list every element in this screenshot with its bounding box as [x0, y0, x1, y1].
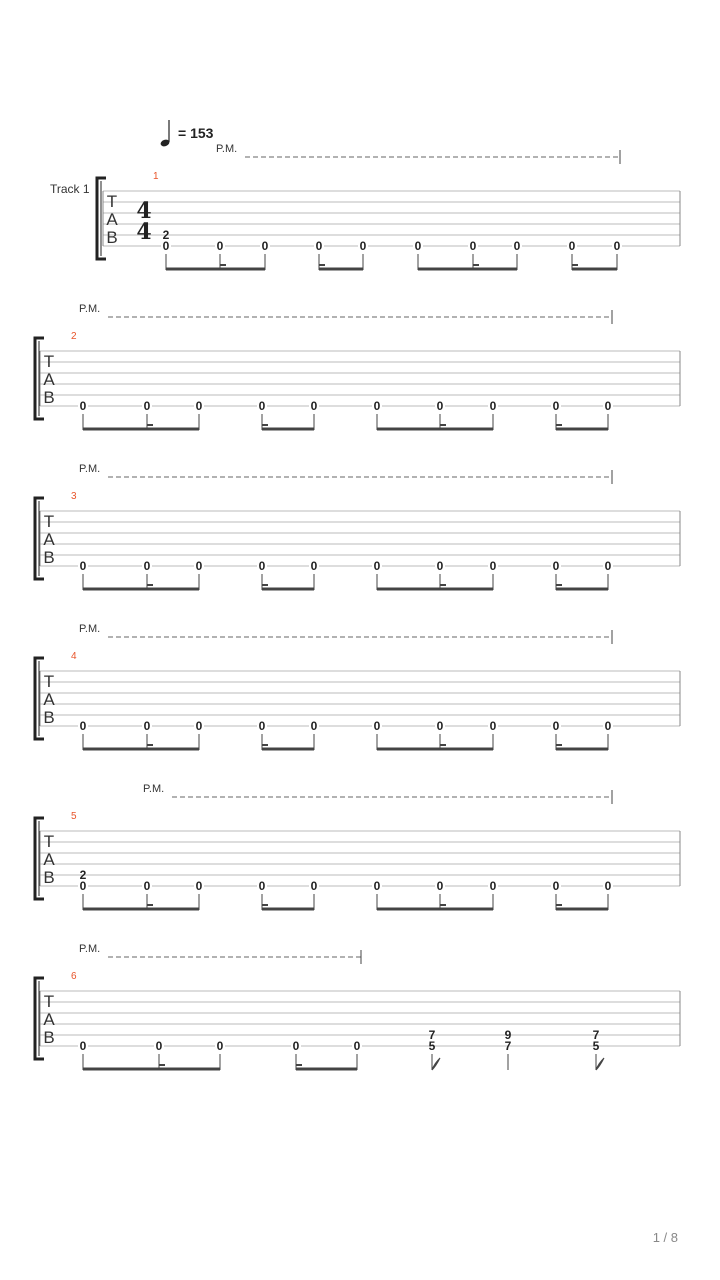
fret-number: 0: [552, 559, 560, 573]
tab-clef-a: A: [43, 370, 55, 389]
tab-clef-a: A: [43, 850, 55, 869]
tab-clef-b: B: [43, 548, 55, 567]
palm-mute-label: P.M.: [79, 303, 101, 315]
measure-number: 6: [71, 971, 77, 982]
tab-clef-t: T: [43, 512, 55, 531]
fret-number: 0: [436, 719, 444, 733]
fret-number: 0: [353, 1039, 361, 1053]
fret-number: 0: [489, 559, 497, 573]
fret-number: 0: [552, 719, 560, 733]
tab-clef-t: T: [43, 832, 55, 851]
measure-number: 3: [71, 491, 77, 502]
tab-clef-t: T: [43, 352, 55, 371]
measure-number: 4: [71, 651, 77, 662]
fret-number: 9: [504, 1028, 512, 1042]
palm-mute-label: P.M.: [79, 623, 101, 635]
fret-number: 0: [143, 719, 151, 733]
fret-number: 0: [359, 239, 367, 253]
tab-clef-a: A: [43, 530, 55, 549]
fret-number: 0: [258, 719, 266, 733]
fret-number: 0: [613, 239, 621, 253]
palm-mute-label: P.M.: [79, 463, 101, 475]
palm-mute-label: P.M.: [79, 943, 101, 955]
fret-number: 0: [216, 1039, 224, 1053]
fret-number: 0: [310, 719, 318, 733]
fret-number: 0: [261, 239, 269, 253]
fret-number: 7: [504, 1039, 512, 1053]
fret-number: 0: [373, 399, 381, 413]
fret-number: 7: [592, 1028, 600, 1042]
fret-number: 0: [373, 879, 381, 893]
fret-number: 0: [552, 399, 560, 413]
measure-number: 5: [71, 811, 77, 822]
fret-number: 0: [604, 399, 612, 413]
fret-number: 0: [436, 879, 444, 893]
fret-number: 0: [552, 879, 560, 893]
fret-number: 0: [79, 879, 87, 893]
fret-number: 0: [436, 399, 444, 413]
tempo-value: = 153: [178, 125, 214, 141]
measure-number: 1: [153, 171, 159, 182]
fret-number: 0: [79, 719, 87, 733]
tab-clef-a: A: [106, 210, 118, 229]
fret-number: 0: [513, 239, 521, 253]
fret-number: 0: [414, 239, 422, 253]
fret-number: 0: [489, 879, 497, 893]
fret-number: 0: [373, 719, 381, 733]
time-signature-top: 4: [136, 198, 152, 224]
fret-number: 5: [592, 1039, 600, 1053]
track-name: Track 1: [50, 182, 90, 196]
tab-clef-t: T: [43, 992, 55, 1011]
fret-number: 0: [604, 879, 612, 893]
fret-number: 0: [195, 879, 203, 893]
fret-number: 0: [489, 719, 497, 733]
fret-number: 2: [79, 868, 87, 882]
fret-number: 0: [292, 1039, 300, 1053]
fret-number: 0: [258, 399, 266, 413]
tab-clef-b: B: [43, 1028, 55, 1047]
fret-number: 0: [195, 719, 203, 733]
eighth-flag: [432, 1058, 440, 1070]
fret-number: 0: [315, 239, 323, 253]
fret-number: 0: [79, 1039, 87, 1053]
fret-number: 0: [79, 399, 87, 413]
fret-number: 0: [143, 399, 151, 413]
fret-number: 0: [195, 399, 203, 413]
fret-number: 0: [436, 559, 444, 573]
fret-number: 0: [373, 559, 381, 573]
tab-clef-t: T: [106, 192, 118, 211]
fret-number: 0: [604, 559, 612, 573]
tab-clef-b: B: [106, 228, 118, 247]
fret-number: 0: [489, 399, 497, 413]
palm-mute-label: P.M.: [216, 143, 238, 155]
eighth-flag: [596, 1058, 604, 1070]
fret-number: 0: [604, 719, 612, 733]
fret-number: 0: [155, 1039, 163, 1053]
time-signature-bottom: 4: [136, 219, 152, 245]
fret-number: 0: [310, 559, 318, 573]
fret-number: 0: [162, 239, 170, 253]
fret-number: 0: [195, 559, 203, 573]
tab-clef-b: B: [43, 868, 55, 887]
fret-number: 0: [568, 239, 576, 253]
fret-number: 0: [143, 879, 151, 893]
tab-clef-a: A: [43, 1010, 55, 1029]
page-number: 1 / 8: [652, 1230, 678, 1245]
tab-clef-b: B: [43, 388, 55, 407]
fret-number: 0: [310, 399, 318, 413]
fret-number: 0: [469, 239, 477, 253]
fret-number: 0: [310, 879, 318, 893]
fret-number: 0: [216, 239, 224, 253]
fret-number: 0: [79, 559, 87, 573]
tab-clef-b: B: [43, 708, 55, 727]
tab-clef-a: A: [43, 690, 55, 709]
fret-number: 0: [258, 879, 266, 893]
fret-number: 5: [428, 1039, 436, 1053]
fret-number: 0: [143, 559, 151, 573]
fret-number: 2: [162, 228, 170, 242]
measure-number: 2: [71, 331, 77, 342]
fret-number: 7: [428, 1028, 436, 1042]
palm-mute-label: P.M.: [143, 783, 165, 795]
fret-number: 0: [258, 559, 266, 573]
tab-clef-t: T: [43, 672, 55, 691]
